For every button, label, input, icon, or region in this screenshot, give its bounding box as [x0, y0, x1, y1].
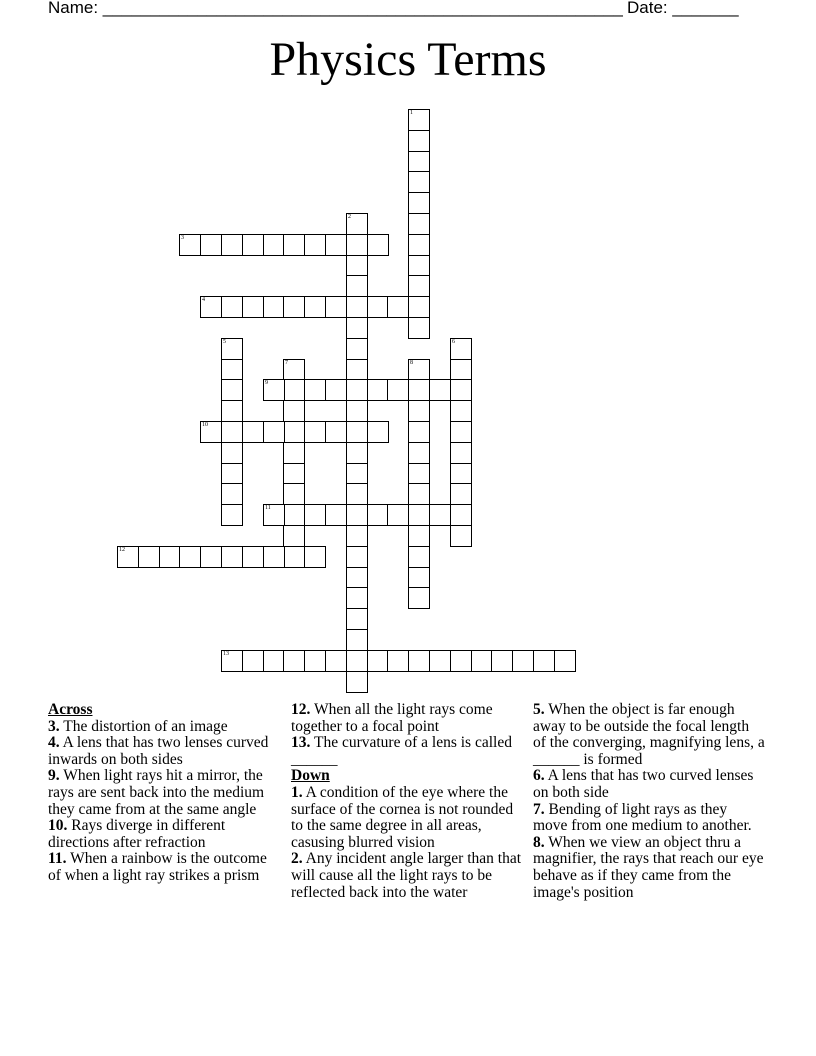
crossword-cell[interactable] [450, 463, 472, 485]
crossword-cell[interactable] [283, 546, 305, 568]
crossword-cell[interactable] [491, 650, 513, 672]
crossword-cell[interactable] [346, 296, 368, 318]
crossword-cell[interactable] [221, 650, 243, 672]
clue-number: 8 [410, 360, 413, 366]
crossword-cell[interactable] [283, 504, 305, 526]
crossword-cell[interactable] [408, 400, 430, 422]
crossword-cell[interactable] [159, 546, 181, 568]
clue-number-label: 12. [291, 701, 311, 718]
clue-number: 10 [202, 422, 208, 428]
crossword-cell[interactable] [283, 296, 305, 318]
clue-number-label: 6. [533, 767, 545, 785]
crossword-cell[interactable] [367, 234, 389, 256]
crossword-cell[interactable] [221, 442, 243, 464]
crossword-cell[interactable] [221, 234, 243, 256]
clue-number-label: 4. [48, 734, 60, 752]
crossword-cell[interactable] [408, 525, 430, 547]
clue-number: 4 [202, 297, 205, 303]
clue-text: A lens that has two curved lenses on both side [533, 767, 754, 801]
crossword-cell[interactable] [346, 255, 368, 277]
crossword-cell[interactable] [408, 234, 430, 256]
crossword-cell[interactable] [304, 546, 326, 568]
clue-number-label: 11. [48, 850, 67, 868]
crossword-cell[interactable] [346, 400, 368, 422]
crossword-cell[interactable] [263, 504, 285, 526]
crossword-cell[interactable] [346, 463, 368, 485]
clue-item [291, 702, 523, 735]
crossword-cell[interactable] [408, 130, 430, 152]
clue-number: 3 [181, 235, 184, 241]
clue-number-label: 7. [533, 800, 545, 818]
crossword-cell[interactable] [408, 296, 430, 318]
crossword-cell[interactable] [242, 234, 264, 256]
crossword-cell[interactable] [346, 338, 368, 360]
crossword-cell[interactable] [429, 504, 451, 526]
crossword-cell[interactable] [200, 546, 222, 568]
crossword-cell[interactable] [450, 421, 472, 443]
crossword-cell[interactable] [221, 338, 243, 360]
clue-number-label: 10. [48, 817, 68, 835]
crossword-cell[interactable] [533, 650, 555, 672]
crossword-cell[interactable] [346, 275, 368, 297]
crossword-cell[interactable] [346, 234, 368, 256]
clue-column-3 [533, 702, 765, 901]
crossword-cell[interactable] [346, 608, 368, 630]
crossword-cell[interactable] [179, 546, 201, 568]
clue-number: 12 [119, 547, 125, 553]
crossword-cell[interactable] [221, 504, 243, 526]
crossword-cell[interactable] [304, 379, 326, 401]
clue-number: 9 [265, 380, 268, 386]
crossword-cell[interactable] [263, 379, 285, 401]
crossword-cell[interactable] [367, 296, 389, 318]
clue-item [533, 835, 765, 901]
crossword-cell[interactable] [450, 379, 472, 401]
crossword-cell[interactable] [221, 546, 243, 568]
clue-number: 1 [410, 110, 413, 116]
crossword-cell[interactable] [408, 109, 430, 131]
crossword-cell[interactable] [408, 192, 430, 214]
crossword-cell[interactable] [367, 504, 389, 526]
crossword-cell[interactable] [450, 400, 472, 422]
crossword-cell[interactable] [367, 421, 389, 443]
crossword-cell[interactable] [325, 296, 347, 318]
crossword-cell[interactable] [283, 525, 305, 547]
crossword-cell[interactable] [242, 546, 264, 568]
crossword-cell[interactable] [429, 379, 451, 401]
clue-item [48, 735, 280, 768]
clue-item [291, 735, 523, 768]
clue-item [291, 851, 523, 901]
crossword-cell[interactable] [283, 483, 305, 505]
crossword-cell[interactable] [429, 650, 451, 672]
crossword-cell[interactable] [283, 442, 305, 464]
clue-text: The distortion of an image [63, 717, 228, 735]
clue-text: When all the light rays come together to a focal point [291, 701, 493, 735]
crossword-cell[interactable] [346, 567, 368, 589]
crossword-cell[interactable] [387, 504, 409, 526]
crossword-cell[interactable] [221, 463, 243, 485]
crossword-cell[interactable] [346, 421, 368, 443]
crossword-cell[interactable] [408, 442, 430, 464]
clue-item [291, 785, 523, 851]
crossword-cell[interactable] [242, 421, 264, 443]
clue-number: 7 [285, 360, 288, 366]
clue-item [48, 851, 280, 884]
clue-number: 13 [223, 651, 229, 657]
crossword-cell[interactable] [200, 234, 222, 256]
clue-number-label: 3. [48, 717, 60, 735]
clue-number-label: 1. [291, 783, 303, 801]
crossword-cell[interactable] [221, 296, 243, 318]
crossword-cell[interactable] [283, 234, 305, 256]
crossword-cell[interactable] [408, 546, 430, 568]
across-heading: Across [48, 701, 93, 718]
crossword-cell[interactable] [346, 359, 368, 381]
crossword-cell[interactable] [408, 483, 430, 505]
clue-number-label: 8. [533, 833, 545, 851]
name-field-label: Name: _______________________________________________________ [48, 0, 623, 17]
crossword-cell[interactable] [283, 379, 305, 401]
crossword-cell[interactable] [263, 650, 285, 672]
crossword-cell[interactable] [138, 546, 160, 568]
page-title: Physics Terms [269, 33, 547, 86]
crossword-cell[interactable] [283, 400, 305, 422]
crossword-cell[interactable] [408, 379, 430, 401]
clue-number: 5 [223, 339, 226, 345]
crossword-cell[interactable] [408, 151, 430, 173]
crossword-cell[interactable] [450, 650, 472, 672]
clue-number: 6 [452, 339, 455, 345]
clue-text: The curvature of a lens is called ______ [291, 734, 512, 768]
clue-text: A condition of the eye where the surface of the cornea is not rounded to the same degree in all areas, casusing blurred vision [291, 783, 514, 851]
crossword-cell[interactable] [408, 504, 430, 526]
clue-number: 11 [265, 505, 271, 511]
crossword-cell[interactable] [408, 317, 430, 339]
crossword-cell[interactable] [117, 546, 139, 568]
clue-text: When a rainbow is the outcome of when a light ray strikes a prism [48, 850, 267, 884]
clue-text: When we view an object thru a magnifier, the rays that reach our eye behave as if they came from the image's position [533, 833, 764, 901]
crossword-cell[interactable] [512, 650, 534, 672]
clue-item [48, 818, 280, 851]
crossword-cell[interactable] [450, 504, 472, 526]
crossword-cell[interactable] [221, 379, 243, 401]
crossword-cell[interactable] [304, 296, 326, 318]
clue-text: A lens that has two lenses curved inwards on both sides [48, 734, 269, 768]
clue-text: Any incident angle larger than that will cause all the light rays to be reflected back into the water [291, 850, 522, 901]
crossword-cell[interactable] [263, 296, 285, 318]
crossword-cell[interactable] [179, 234, 201, 256]
clue-text: Bending of light rays as they move from one medium to another. [533, 800, 752, 835]
clue-item [533, 768, 765, 801]
crossword-cell[interactable] [408, 213, 430, 235]
crossword-cell[interactable] [325, 650, 347, 672]
clue-number-label: 13. [291, 734, 311, 752]
crossword-cell[interactable] [200, 296, 222, 318]
clue-item [533, 702, 765, 768]
clue-number-label: 2. [291, 850, 303, 868]
crossword-cell[interactable] [283, 650, 305, 672]
crossword-cell[interactable] [387, 379, 409, 401]
crossword-cell[interactable] [200, 421, 222, 443]
crossword-cell[interactable] [242, 650, 264, 672]
crossword-cell[interactable] [346, 650, 368, 672]
crossword-cell[interactable] [325, 234, 347, 256]
crossword-cell[interactable] [304, 421, 326, 443]
crossword-cell[interactable] [450, 359, 472, 381]
crossword-cell[interactable] [325, 421, 347, 443]
clue-item [48, 719, 280, 736]
crossword-cell[interactable] [408, 275, 430, 297]
crossword-cell[interactable] [408, 567, 430, 589]
clue-number: 2 [348, 214, 351, 220]
crossword-cell[interactable] [450, 483, 472, 505]
clue-item [533, 802, 765, 835]
crossword-cell[interactable] [367, 379, 389, 401]
clue-column-1 [48, 702, 280, 885]
crossword-cell[interactable] [304, 234, 326, 256]
crossword-cell[interactable] [346, 442, 368, 464]
crossword-cell[interactable] [450, 525, 472, 547]
crossword-cell[interactable] [387, 650, 409, 672]
date-field-label: Date: _______ [627, 0, 739, 17]
crossword-cell[interactable] [408, 171, 430, 193]
clue-text: When the object is far enough away to be outside the focal length of the converging, magnifying lens, a ______ is formed [533, 701, 765, 768]
crossword-cell[interactable] [346, 546, 368, 568]
crossword-cell[interactable] [346, 671, 368, 693]
clue-number-label: 5. [533, 701, 545, 718]
crossword-cell[interactable] [221, 483, 243, 505]
crossword-cell[interactable] [283, 463, 305, 485]
crossword-cell[interactable] [450, 338, 472, 360]
clue-column-2 [291, 702, 523, 901]
crossword-cell[interactable] [221, 359, 243, 381]
crossword-cell[interactable] [554, 650, 576, 672]
crossword-cell[interactable] [263, 234, 285, 256]
crossword-cell[interactable] [408, 650, 430, 672]
crossword-cell[interactable] [242, 296, 264, 318]
crossword-cell[interactable] [387, 296, 409, 318]
crossword-cell[interactable] [325, 379, 347, 401]
crossword-cell[interactable] [221, 421, 243, 443]
crossword-cell[interactable] [304, 650, 326, 672]
down-heading: Down [291, 767, 330, 785]
crossword-cell[interactable] [408, 587, 430, 609]
crossword-cell[interactable] [263, 546, 285, 568]
crossword-cell[interactable] [263, 421, 285, 443]
crossword-cell[interactable] [408, 255, 430, 277]
crossword-cell[interactable] [283, 359, 305, 381]
crossword-cell[interactable] [283, 421, 305, 443]
clue-text: Rays diverge in different directions after refraction [48, 817, 226, 851]
crossword-cell[interactable] [408, 421, 430, 443]
crossword-cell[interactable] [471, 650, 493, 672]
crossword-cell[interactable] [408, 463, 430, 485]
crossword-cell[interactable] [346, 504, 368, 526]
clue-text: When light rays hit a mirror, the rays are sent back into the medium they came from at the same angle [48, 767, 265, 818]
crossword-cell[interactable] [346, 525, 368, 547]
crossword-cell[interactable] [346, 483, 368, 505]
crossword-cell[interactable] [221, 400, 243, 422]
crossword-cell[interactable] [346, 629, 368, 651]
crossword-cell[interactable] [346, 317, 368, 339]
crossword-cell[interactable] [325, 504, 347, 526]
crossword-cell[interactable] [346, 587, 368, 609]
crossword-cell[interactable] [367, 650, 389, 672]
crossword-cell[interactable] [346, 379, 368, 401]
crossword-cell[interactable] [304, 504, 326, 526]
crossword-cell[interactable] [346, 213, 368, 235]
crossword-cell[interactable] [450, 442, 472, 464]
clue-item [48, 768, 280, 818]
crossword-cell[interactable] [408, 359, 430, 381]
clue-number-label: 9. [48, 767, 60, 785]
